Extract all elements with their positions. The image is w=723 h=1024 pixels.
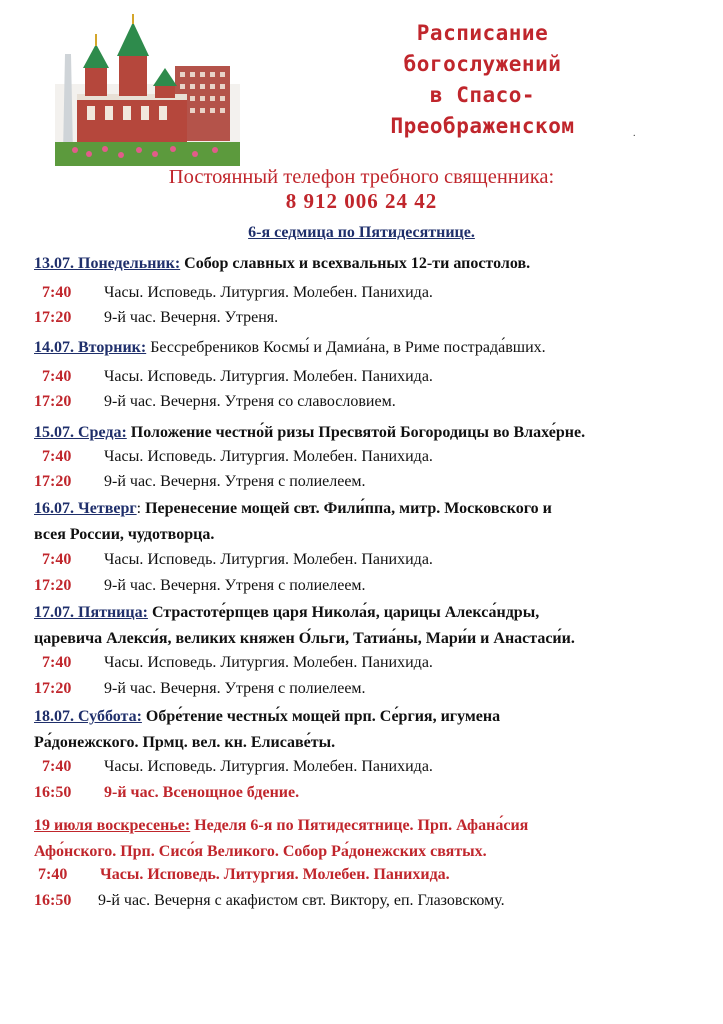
day-feast-line1: Обре́тение честны́х мощей прп. Се́ргия, игумена — [145, 708, 501, 725]
service-text: 9-й час. Всенощное бдение. — [104, 784, 300, 801]
service-time: 7:40 — [38, 866, 68, 883]
title-line: Расписание — [416, 21, 549, 45]
day-feast-line2: всея России, чудотворца. — [34, 526, 215, 543]
day-feast-line2: Афо́нского. Прп. Сисо́я Великого. Собор Ра́донежских святых. — [34, 843, 487, 860]
week-title: 6-я седмица по Пятидесятнице. — [248, 224, 475, 241]
dot-mark: . — [633, 128, 636, 139]
service-time: 7:40 — [42, 368, 72, 385]
service-time: 7:40 — [42, 758, 72, 775]
title-line: Преображенском — [390, 114, 575, 138]
day-entry — [34, 420, 723, 446]
title-line: в Спасо- — [429, 83, 536, 107]
day-date: 19 июля воскресенье: — [34, 817, 191, 834]
service-text: 9-й час. Вечерня. Утреня с полиелеем. — [104, 577, 366, 594]
header — [0, 0, 723, 170]
title-line: богослужений — [403, 52, 562, 76]
service-time: 16:50 — [34, 784, 72, 801]
service-time: 7:40 — [42, 284, 72, 301]
service-text: 9-й час. Вечерня. Утреня. — [104, 309, 279, 326]
day-date: 16.07. Четверг — [34, 500, 137, 517]
service-time: 17:20 — [34, 473, 72, 490]
day-colon: : — [136, 500, 142, 517]
day-date: 15.07. Среда: — [34, 424, 127, 441]
service-text: Часы. Исповедь. Литургия. Молебен. Панихида. — [104, 551, 433, 568]
service-time: 7:40 — [42, 551, 72, 568]
page-title — [335, 18, 630, 142]
service-time: 7:40 — [42, 448, 72, 465]
service-time: 17:20 — [34, 577, 72, 594]
day-feast-line2: Ра́донежского. Прмц. вел. кн. Елисаве́ты. — [34, 734, 336, 751]
church-photo — [55, 14, 240, 166]
service-text: 9-й час. Вечерня. Утреня с полиелеем. — [104, 473, 366, 490]
day-feast-line1: Неделя 6-я по Пятидесятнице. Прп. Афана́сия — [194, 817, 529, 834]
day-feast: Бессребреников Космы́ и Дамиа́на, в Риме пострада́вших. — [150, 339, 546, 356]
day-feast: Собор славных и всехвальных 12-ти апостолов. — [184, 255, 531, 272]
service-text: 9-й час. Вечерня. Утреня с полиелеем. — [104, 680, 366, 697]
day-feast: Положение честно́й ризы Пресвятой Богородицы во Влахе́рне. — [130, 424, 586, 441]
service-text: 9-й час. Вечерня. Утреня со славословием. — [104, 393, 396, 410]
day-date: 14.07. Вторник: — [34, 339, 147, 356]
day-entry — [34, 335, 723, 361]
service-text: Часы. Исповедь. Литургия. Молебен. Панихида. — [104, 368, 433, 385]
service-text: Часы. Исповедь. Литургия. Молебен. Панихида. — [104, 284, 433, 301]
day-entry — [34, 496, 723, 548]
service-time: 17:20 — [34, 393, 72, 410]
service-text: Часы. Исповедь. Литургия. Молебен. Панихида. — [104, 448, 433, 465]
day-date: 17.07. Пятница: — [34, 604, 148, 621]
service-time: 17:20 — [34, 309, 72, 326]
service-text: Часы. Исповедь. Литургия. Молебен. Панихида. — [104, 654, 433, 671]
service-text: Часы. Исповедь. Литургия. Молебен. Панихида. — [104, 758, 433, 775]
day-date: 13.07. Понедельник: — [34, 255, 181, 272]
day-entry — [34, 251, 723, 277]
day-entry — [34, 704, 723, 756]
service-text: Часы. Исповедь. Литургия. Молебен. Панихида. — [100, 866, 450, 883]
day-feast-line1: Страстоте́рпцев царя Никола́я, царицы Алекса́ндры, — [151, 604, 540, 621]
day-entry — [34, 600, 723, 652]
service-time: 17:20 — [34, 680, 72, 697]
day-date: 18.07. Суббота: — [34, 708, 142, 725]
phone-number: 8 912 006 24 42 — [285, 189, 438, 213]
service-text: 9-й час. Вечерня с акафистом свт. Виктору, еп. Глазовскому. — [98, 892, 505, 909]
day-feast-line2: царевича Алекси́я, великих княжен О́льги, Татиа́ны, Мари́и и Анастаси́и. — [34, 630, 575, 647]
day-feast-line1: Перенесение мощей свт. Фили́ппа, митр. Московского и — [145, 500, 552, 517]
service-time: 7:40 — [42, 654, 72, 671]
day-entry-sunday — [34, 813, 723, 865]
service-time: 16:50 — [34, 892, 72, 909]
phone-label: Постоянный телефон требного священника: — [168, 166, 555, 188]
